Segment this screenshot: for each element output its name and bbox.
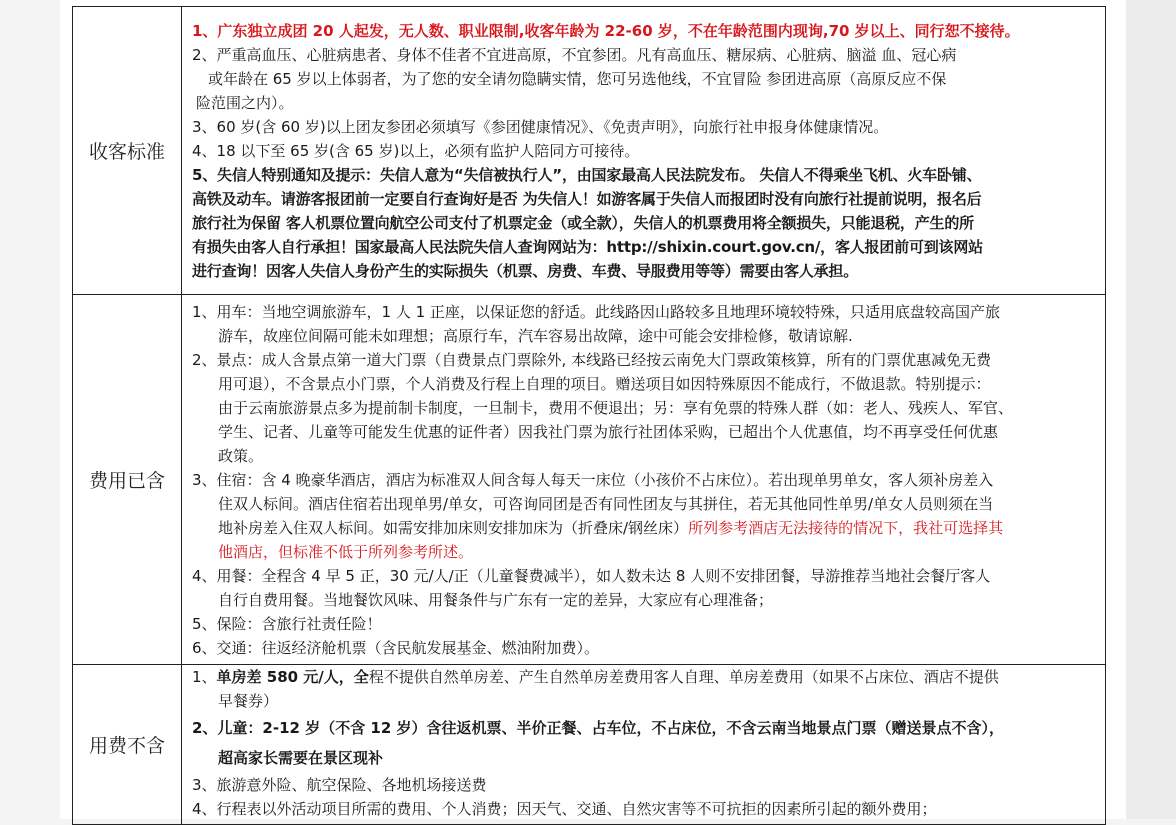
text-line: 有损失由客人自行承担！国家最高人民法院失信人查询网站为：http://shixin.court.gov.cn/，客人报团前可到该网站: [192, 237, 983, 256]
text-line: 进行查询！因客人失信人身份产生的实际损失（机票、房费、车费、导服费用等等）需要由客人承担。: [192, 261, 859, 280]
text-line: 5、失信人特别通知及提示：失信人意为“失信被执行人”，由国家最高人民法院发布。 失信人不得乘坐飞机、火车卧铺、: [192, 165, 982, 184]
text-line: 用可退），不含景点小门票，个人消费及行程上自理的项目。赠送项目如因特殊原因不能成行，不做退款。特别提示：: [218, 374, 991, 393]
section-content: [182, 295, 1106, 665]
text-line: [182, 516, 1105, 540]
text-segment-red: 所列参考酒店无法接待的情况下，我社可选择其: [688, 518, 1004, 537]
section-content: [182, 665, 1106, 825]
text-line: 4、18 以下至 65 岁(含 65 岁)以上，必须有监护人陪同方可接待。: [192, 141, 640, 160]
text-line: 超高家长需要在景区现补: [218, 749, 384, 767]
text-segment: 1、: [192, 668, 217, 686]
text-line: [182, 665, 1105, 689]
section-booking-standards: [73, 7, 1106, 295]
text-line: 学生、记者、儿童等可能发生优惠的证件者）因我社门票为旅行社团体采购，已超出个人优惠值，均不再享受任何优惠: [218, 422, 999, 441]
page-edge: [1126, 0, 1176, 819]
text-segment: 程不提供自然单房差、产生自然单房差费用客人自理、单房差费用（如果不占床位、酒店不提供: [368, 668, 999, 686]
section-fees-excluded: [73, 665, 1106, 825]
text-line: 2、儿童：2-12 岁（不含 12 岁）含往返机票、半价正餐、占车位，不占床位，不含云南当地景点门票（赠送景点不含），: [192, 719, 1005, 737]
text-line: 他酒店，但标准不低于所列参考所述。: [218, 542, 474, 561]
text-line: 高铁及动车。请游客报团前一定要自行查询好是否 为失信人！如游客属于失信人而报团时没有向旅行社提前说明，报名后: [192, 189, 982, 208]
text-line: 或年龄在 65 岁以上体弱者，为了您的安全请勿隐瞒实情，您可另选他线，不宜冒险 参团进高原（高原反应不保: [208, 69, 947, 88]
text-line: 早餐券）: [218, 692, 279, 710]
text-line: 旅行社为保留 客人机票位置向航空公司支付了机票定金（或全款），失信人的机票费用将全额损失，只能退税，产生的所: [192, 213, 974, 232]
text-line: 险范围之内）。: [196, 93, 294, 112]
text-segment-bold: 单房差 580 元/人，全: [216, 668, 369, 686]
text-line: 1、用车：当地空调旅游车，1 人 1 正座，以保证您的舒适。此线路因山路较多且地理环境较特殊，只适用底盘较高国产旅: [192, 302, 1000, 321]
section-fees-included: [73, 295, 1106, 665]
text-line: 游车，故座位间隔可能未如理想；高原行车，汽车容易出故障，途中可能会安排检修，敬请谅解.: [218, 326, 853, 345]
text-line: 4、行程表以外活动项目所需的费用、个人消费；因天气、交通、自然灾害等不可抗拒的因素所引起的额外费用；: [192, 800, 937, 818]
text-line: 自行自费用餐。当地餐饮风味、用餐条件与广东有一定的差异，大家应有心理准备；: [218, 590, 774, 609]
text-line: 1、广东独立成团 20 人起发，无人数、职业限制,收客年龄为 22-60 岁，不在年龄范围内现询,70 岁以上、同行恕不接待。: [192, 21, 1020, 40]
text-line: 2、严重高血压、心脏病患者、身体不佳者不宜进高原，不宜参团。凡有高血压、糖尿病、心脏病、脑溢 血、冠心病: [192, 45, 957, 64]
section-label: 费用已含: [73, 295, 182, 665]
text-line: 4、用餐：全程含 4 早 5 正，30 元/人/正（儿童餐费减半），如人数未达 8 人则不安排团餐，导游推荐当地社会餐厅客人: [192, 566, 991, 585]
text-line: 3、旅游意外险、航空保险、各地机场接送费: [192, 776, 487, 794]
terms-table: [72, 6, 1106, 825]
text-line: 3、住宿：含 4 晚豪华酒店，酒店为标准双人间含每人每天一床位（小孩价不占床位）。若出现单男单女，客人须补房差入: [192, 470, 994, 489]
section-content: [182, 7, 1106, 295]
section-label: 收客标准: [73, 7, 182, 295]
section-label: 用费不含: [73, 665, 182, 825]
text-line: 5、保险：含旅行社责任险！: [192, 614, 382, 633]
text-line: 6、交通：往返经济舱机票（含民航发展基金、燃油附加费）。: [192, 638, 600, 657]
text-line: 政策。: [218, 446, 264, 465]
text-line: 2、景点：成人含景点第一道大门票（自费景点门票除外, 本线路已经按云南免大门票政策核算，所有的门票优惠减免无费: [192, 350, 992, 369]
text-line: 由于云南旅游景点多为提前制卡制度，一旦制卡，费用不便退出；另：享有免票的特殊人群（如：老人、残疾人、军官、: [218, 398, 1014, 417]
text-segment: 地补房差入住双人标间。如需安排加床则安排加床为（折叠床/钢丝床）: [218, 518, 689, 537]
text-line: 3、60 岁(含 60 岁)以上团友参团必须填写《参团健康情况》、《免责声明》，向旅行社申报身体健康情况。: [192, 117, 889, 136]
text-line: 住双人标间。酒店住宿若出现单男/单女，可咨询同团是否有同性团友与其拼住，若无其他同性单男/单女人员则须在当: [218, 494, 994, 513]
